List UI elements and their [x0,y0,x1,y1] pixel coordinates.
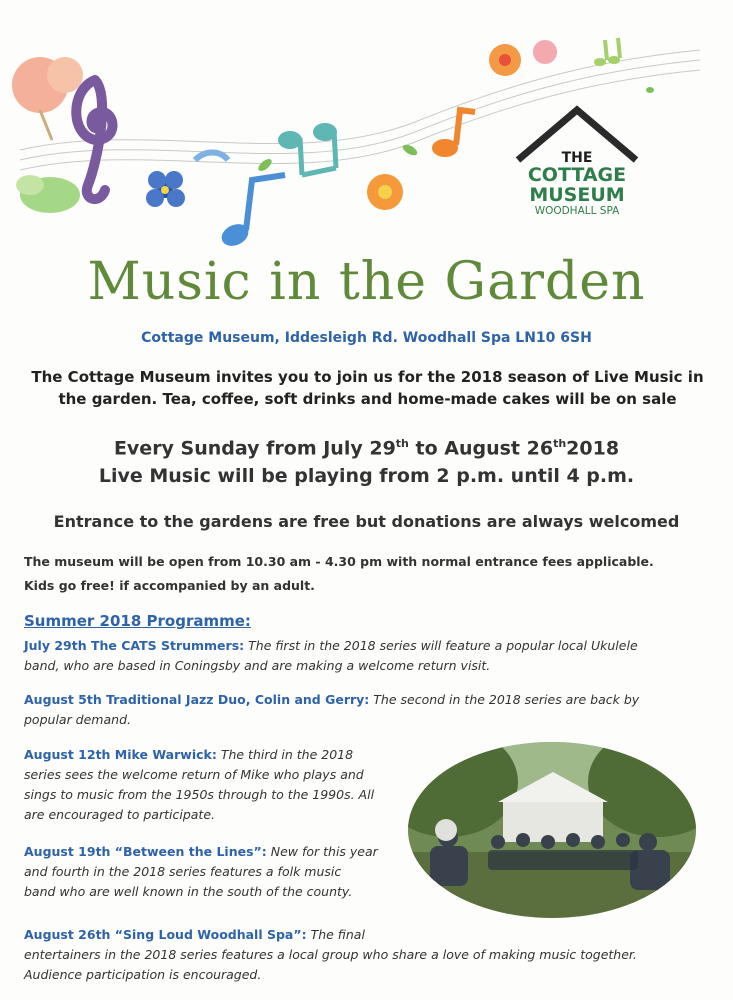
intro-line-2: the garden. Tea, coffee, soft drinks and home-made cakes will be on sale [58,390,677,408]
address: Cottage Museum, Iddesleigh Rd. Woodhall Spa LN10 6SH [141,330,592,346]
logo-line-cottage: COTTAGE [527,164,627,186]
teal-note-icon [278,123,337,175]
logo-line-woodhall: WOODHALL SPA [534,205,620,217]
logo-line-museum: MUSEUM [529,184,625,206]
programme-item-august-12: August 12th Mike Warwick: The third in the 2018 series sees the welcome return of Mike who plays and sings to music from the 1950s through to the 1990s. All are encouraged to participate. [24,747,375,822]
garden-audience-photo [408,742,696,918]
cottage-museum-logo [512,104,642,222]
schedule [0,430,733,490]
opening-info [24,550,714,598]
top-right-flowers-icon [489,38,620,76]
grass-icon [16,175,80,213]
entrance-note: Entrance to the gardens are free but donations are always welcomed [53,512,680,531]
treble-clef-icon [76,80,112,199]
page-title: Music in the Garden [87,252,646,312]
programme-item-august-5: August 5th Traditional Jazz Duo, Colin and Gerry: The second in the 2018 series are back by popular demand. [24,692,640,727]
schedule-line-1: Every Sunday from July 29th to August 26th2018 [113,437,620,460]
kids-free-note: Kids go free! if accompanied by an adult. [24,578,315,593]
programme-heading: Summer 2018 Programme: [24,612,251,630]
blue-note-icon [218,175,285,250]
light-blue-note-icon [195,153,228,161]
programme-item-august-19: August 19th “Between the Lines”: New for this year and fourth in the 2018 series features a folk music band who are well known in the south of the county. [24,844,378,899]
intro-text [30,366,705,410]
pink-flower-icon [12,57,83,140]
schedule-line-2: Live Music will be playing from 2 p.m. until 4 p.m. [98,465,635,488]
logo-line-the: THE [561,150,593,166]
opening-hours: The museum will be open from 10.30 am - 4.30 pm with normal entrance fees applicable. [24,554,654,569]
orange-flower-icon [367,174,403,210]
programme-item-august-26: August 26th “Sing Loud Woodhall Spa”: The final entertainers in the 2018 series features a local group who share a love of making music together. Audience participation is encouraged. [24,927,637,982]
programme-item-july-29: July 29th The CATS Strummers: The first in the 2018 series will feature a popular local Ukulele band, who are based in Coningsby and are making a welcome return visit. [24,638,638,673]
blue-flower-icon [146,171,185,207]
intro-line-1: The Cottage Museum invites you to join us for the 2018 season of Live Music in [31,368,704,386]
